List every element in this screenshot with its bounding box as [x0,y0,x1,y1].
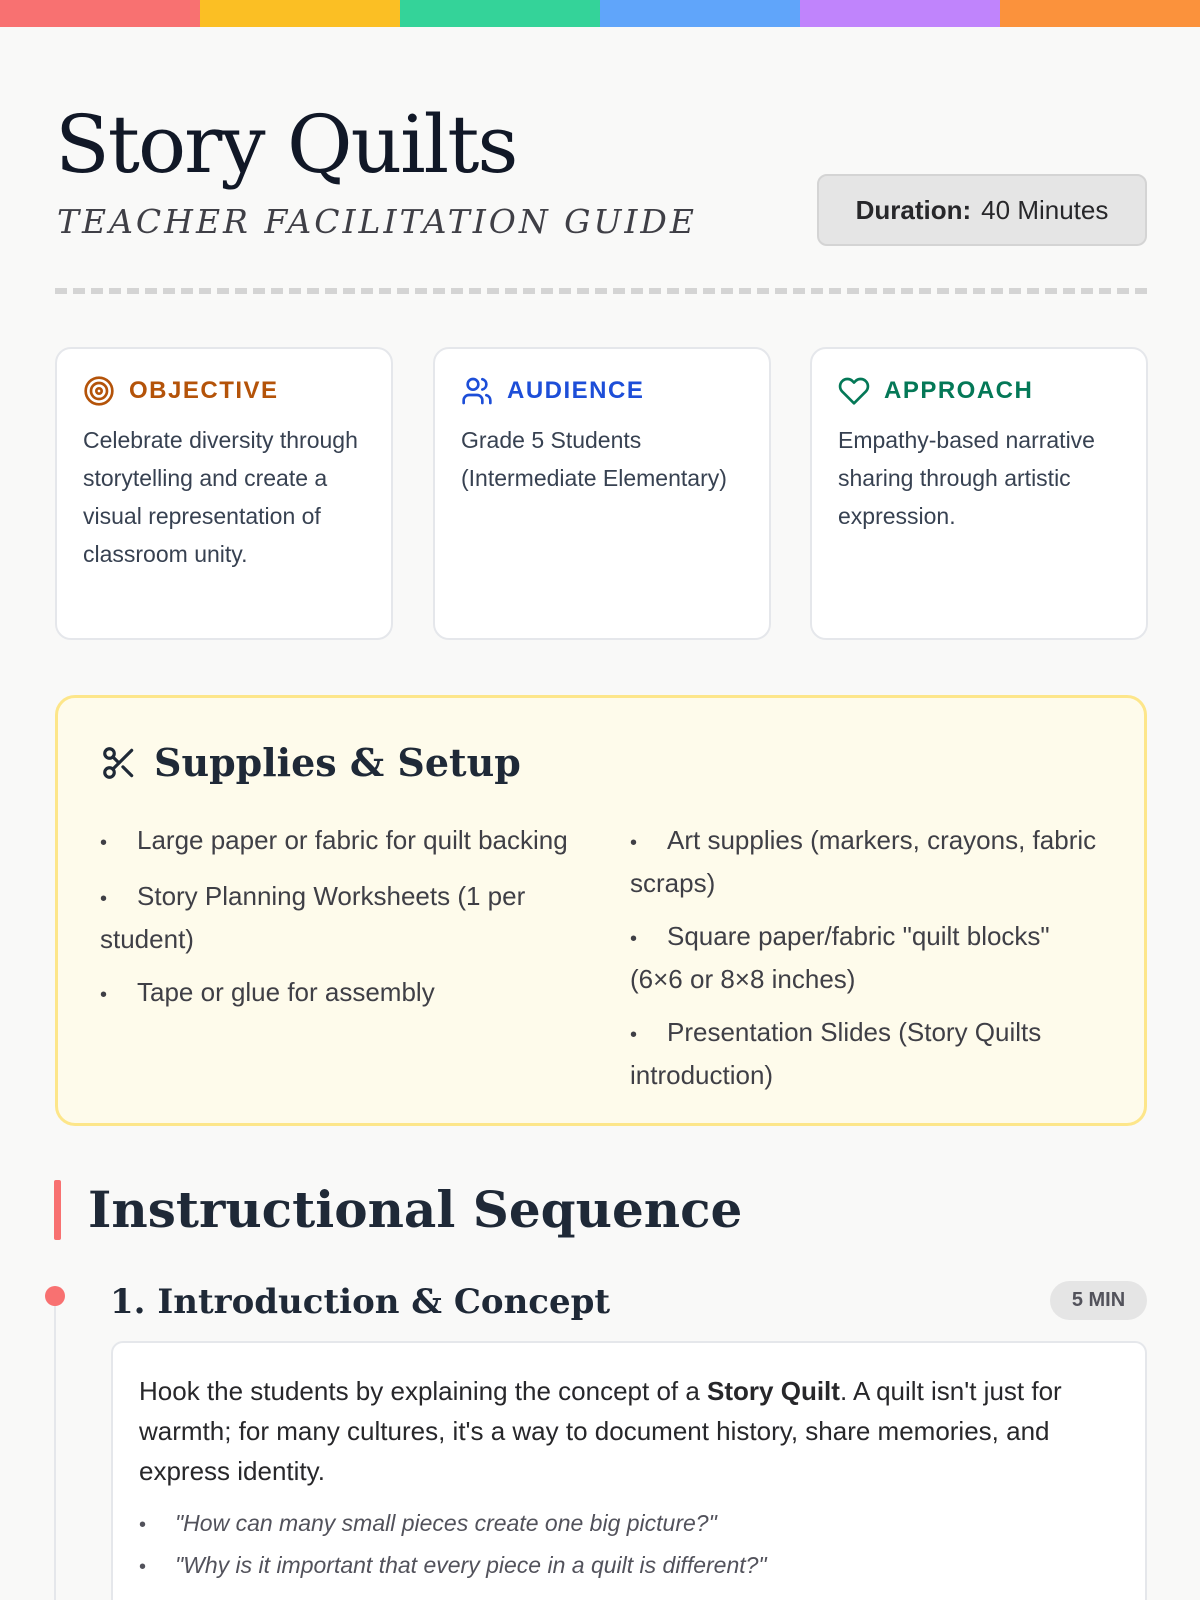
supply-item: • Story Planning Worksheets (1 per student) [100,876,570,959]
audience-card-header [461,375,743,407]
approach-title: APPROACH [884,377,1034,404]
supplies-list-left [100,820,570,1028]
discussion-questions [139,1503,1119,1587]
discussion-question: • "How can many small pieces create one big picture?" [139,1503,1119,1545]
scissors-icon [100,744,138,782]
stripe-green [400,0,600,27]
supplies-header [100,740,521,785]
objective-text: Celebrate diversity through storytelling and create a visual representation of classroom unity. [83,427,358,567]
section-accent-bar [54,1180,61,1240]
supplies-title: Supplies & Setup [154,740,521,785]
approach-card-header [838,375,1120,407]
step-body [111,1341,1147,1600]
objective-card [55,347,393,640]
stripe-orange [1000,0,1200,27]
duration-value: 40 Minutes [981,194,1109,225]
step-time-badge: 5 MIN [1050,1281,1147,1320]
rainbow-stripe [0,0,1200,27]
objective-title: OBJECTIVE [129,377,279,404]
page-subtitle: TEACHER FACILITATION GUIDE [57,202,697,241]
discussion-question: • "Why is it important that every piece in a quilt is different?" [139,1545,1119,1587]
supply-item: • Presentation Slides (Story Quilts introduction) [630,1012,1100,1095]
section-title: Instructional Sequence [88,1180,743,1239]
supplies-panel [55,695,1147,1126]
users-icon [461,375,493,407]
supply-item: • Square paper/fabric "quilt blocks" (6×6 or 8×8 inches) [630,916,1100,999]
duration-label: Duration: [855,194,972,225]
audience-title: AUDIENCE [507,377,645,404]
stripe-purple [800,0,1000,27]
target-icon [83,375,115,407]
approach-card [810,347,1148,640]
step-text-bold: Story Quilt [707,1376,840,1406]
timeline-line [54,1295,56,1600]
step-description [139,1371,1129,1491]
stripe-red [0,0,200,27]
supply-item: • Art supplies (markers, crayons, fabric scraps) [630,820,1100,903]
stripe-blue [600,0,800,27]
stripe-yellow [200,0,400,27]
audience-text: Grade 5 Students (Intermediate Elementary) [461,427,727,491]
step-text-part: . A quilt isn't just for warmth; for many cultures, it's a way to document history, share memories, and express identity. [139,1376,1062,1486]
heart-icon [838,375,870,407]
supplies-list-right [630,820,1100,1108]
step-text-part: Hook the students by explaining the concept of a [139,1376,708,1406]
page-title: Story Quilts [55,98,517,191]
duration-badge [817,174,1147,246]
header-divider [55,288,1147,294]
approach-text: Empathy-based narrative sharing through artistic expression. [838,427,1095,529]
objective-card-header [83,375,365,407]
step-title: 1. Introduction & Concept [110,1282,611,1322]
supply-item: • Tape or glue for assembly [100,972,570,1015]
timeline-dot [45,1286,65,1306]
supply-item: • Large paper or fabric for quilt backing [100,820,570,863]
audience-card [433,347,771,640]
